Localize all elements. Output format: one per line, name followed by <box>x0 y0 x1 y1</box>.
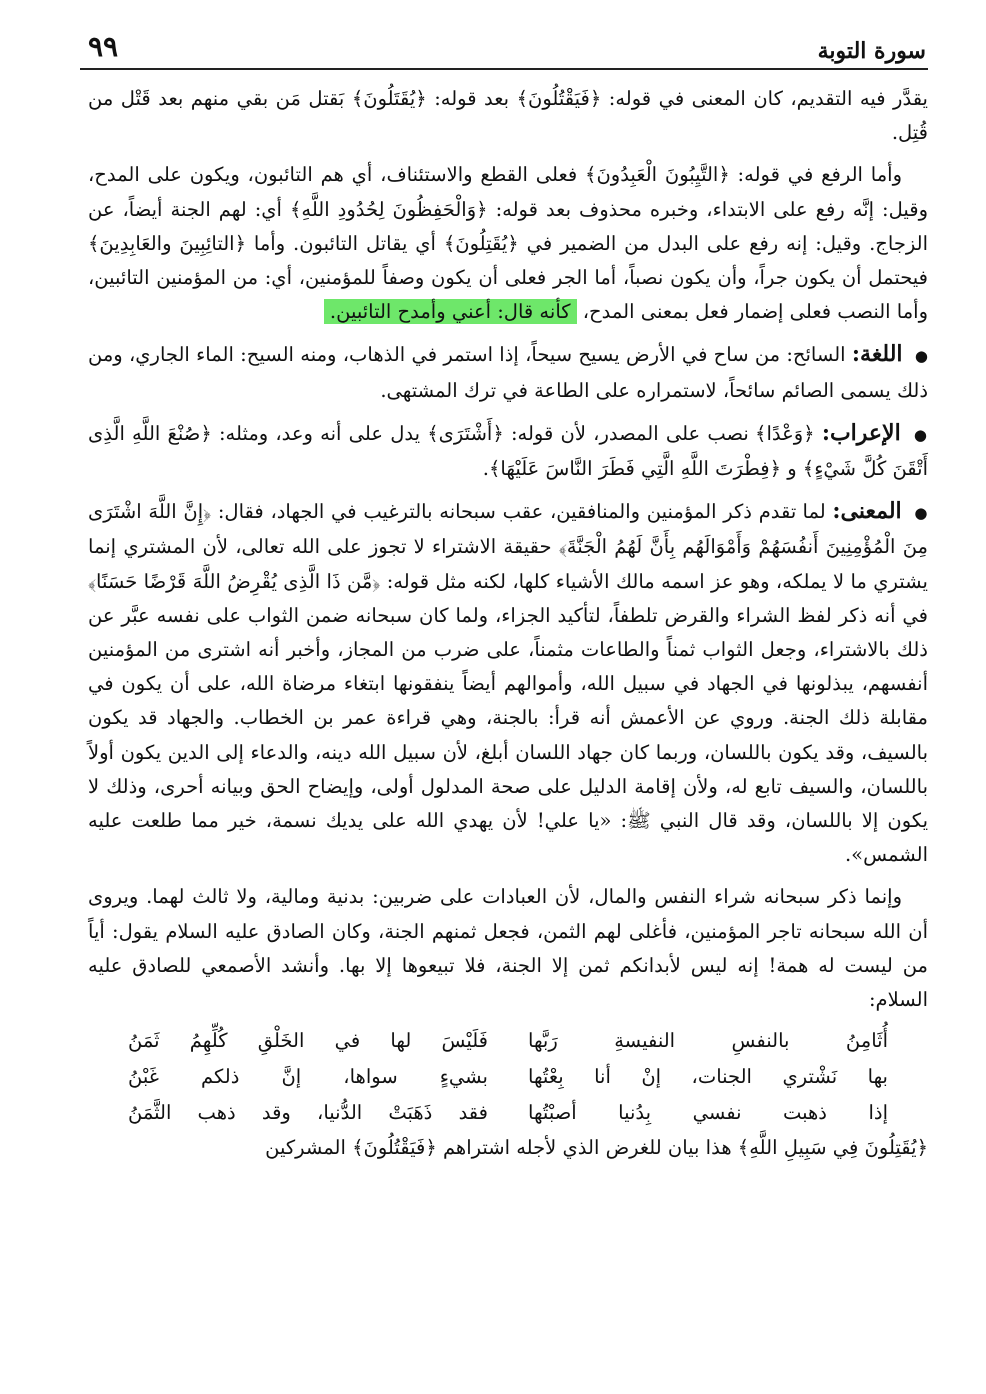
surah-title: سورة التوبة <box>817 38 926 64</box>
poem-hemistich-first: أُثَامِنُ بالنفسِ النفيسةِ رَبَّها <box>528 1029 888 1053</box>
section-text-meaning: لما تقدم ذكر المؤمنين والمنافقين، عقب سبحانه بالترغيب في الجهاد، فقال: ﴿إِنَّ اللَّهَ اشْتَرَى مِنَ الْمُؤْمِنِينَ أَنفُسَهُمْ وَأَمْوَالَهُم بِأَنَّ لَهُمُ الْجَنَّةَ﴾ حقيقة الاشتراء لا تجوز على الله تعالى، لأن المشتري إنما يشتري ما لا يملكه، وهو عز اسمه مالك الأشياء كلها، لكنه مثل قوله: ﴿مَّن ذَا الَّذِى يُقْرِضُ اللَّهَ قَرْضًا حَسَنًا﴾ في أنه ذكر لفظ الشراء والقرض تلطفاً، لتأكيد الجزاء، ولما كان سبحانه ضمن الثواب على نفسه عبَّر عن ذلك بالاشتراء، وجعل الثواب ثمناً والطاعات مثمناً، على ضرب من المجاز، وأخبر أنه اشترى من المؤمنين أنفسهم، يبذلونها في الجهاد في سبيل الله، وأموالهم أيضاً ينفقونها ابتغاء مرضاة الله، على أن يكون في مقابلة ذلك الجنة. وروي عن الأعمش أنه قرأ: بالجنة، وهي قراءة عمر بن الخطاب. والجهاد قد يكون بالسيف، وقد يكون باللسان، وربما كان جهاد اللسان أبلغ، لأن سبيل الله دينه، والدعاء إلى الدين يكون أولاً باللسان، والسيف تابع له، ولأن إقامة الدليل على صحة المدلول أولى، وإيضاح الحق وبيانه أحرى، وذلك لا يكون إلا باللسان، وقد قال النبي ﷺ: «يا علي! لأن يهدي الله على يديك نسمة، خير مما طلعت عليه الشمس». <box>88 500 928 867</box>
section-meaning <box>88 494 928 872</box>
section-label-meaning: المعنى: <box>832 498 902 525</box>
page-number: ٩٩ <box>88 30 119 63</box>
poem-hemistich-second: فقد ذَهَبَتْ الدُّنيا، وقد ذهب الثَّمَنُ <box>128 1101 488 1125</box>
paragraph-purchase: وإنما ذكر سبحانه شراء النفس والمال، لأن العبادات على ضربين: بدنية ومالية، ولا ثالث لهما. ويروى أن الله سبحانه تاجر المؤمنين، فأغلى لهم الثمن، فجعل ثمنهم الجنة، وكان الصادق عليه السلام يقول: أياً من ليست له همة! إنه ليس لأبدانكم ثمن إلا الجنة، فلا تبيعوها إلا بها. وأنشد الأصمعي للصادق عليه السلام: <box>88 885 928 1012</box>
section-label-parsing: الإعراب: <box>821 419 901 446</box>
poem-hemistich-second: بشيءٍ سواها، إنَّ ذلكم غَبْنُ <box>128 1065 488 1089</box>
paragraph-final: ﴿يُقَتِلُونَ فِي سَبِيلِ اللَّهِ﴾ هذا بيان للغرض الذي لأجله اشتراهم ﴿فَيَقْتُلُونَ﴾ المشركين <box>265 1136 928 1160</box>
poem-hemistich-second: فَلَيْسَ لها في الخَلْقِ كُلِّهِمُ ثَمَنُ <box>128 1029 488 1053</box>
bullet-icon: ● <box>914 504 929 523</box>
page-body <box>88 82 928 1165</box>
highlighted-text[interactable]: كأنه قال: أعني وأمدح التائبين. <box>324 299 577 324</box>
poem <box>88 1023 928 1131</box>
paragraph-grammar-discussion <box>88 158 928 329</box>
page-header <box>88 30 926 66</box>
bullet-icon: ● <box>913 425 928 444</box>
poem-line <box>88 1059 888 1095</box>
paragraph-continuation: يقدَّر فيه التقديم، كان المعنى في قوله: ﴿فَيَقْتُلُونَ﴾ بعد قوله: ﴿يُقَتَلُونَ﴾ بَقتل مَن بقي منهم بعد قَتْل من قُتِل. <box>88 87 928 145</box>
section-label-language: اللغة: <box>851 341 903 368</box>
section-parsing <box>88 416 928 486</box>
bullet-icon: ● <box>914 347 929 366</box>
paragraph-text: وأما الرفع في قوله: ﴿التَّيِبُونَ الْعَبِدُونَ﴾ فعلى القطع والاستئناف، أي هم التائبون، ويكون على المدح، وقيل: إنَّه رفع على الابتداء، وخبره محذوف بعد قوله: ﴿وَالْحَفِظُونَ لِحُدُودِ اللَّهِ﴾ أي: لهم الجنة أيضاً، عن الزجاج. وقيل: إنه رفع على البدل من الضمير في ﴿يُقَتِلُونَ﴾ أي يقاتل التائبون. وأما ﴿التائِبِينَ والعَابِدِينَ﴾ فيحتمل أن يكون جراً، وأن يكون نصباً، أما الجر فعلى أن يكون وصفاً للمؤمنين، أي: من المؤمنين التائبين، وأما النصب فعلى إضمار فعل بمعنى المدح، <box>88 163 928 324</box>
section-language <box>88 337 928 407</box>
poem-line <box>88 1023 888 1059</box>
section-text-language: السائح: من ساح في الأرض يسيح سيحاً، إذا استمر في الذهاب، ومنه السيح: الماء الجاري، ومن ذلك يسمى الصائم سائحاً، لاستمراره على الطاعة في ترك المشتهى. <box>88 343 928 402</box>
header-rule <box>80 68 928 70</box>
section-text-parsing: ﴿وَعْدًا﴾ نصب على المصدر، لأن قوله: ﴿أَشْتَرَى﴾ يدل على أنه وعد، ومثله: ﴿صُنْعَ اللَّهِ الَّذِى أَتْقَنَ كُلَّ شَيْءٍ﴾ و ﴿فِطْرَتَ اللَّهِ الَّتِي فَطَرَ النَّاسَ عَلَيْهَا﴾. <box>88 421 928 481</box>
poem-hemistich-first: بها نَشْتري الجنات، إنْ أنا بِعْتُها <box>528 1065 888 1089</box>
poem-line <box>88 1095 888 1131</box>
poem-hemistich-first: إذا ذهبت نفسي بِدُنيا أصبْتُها <box>528 1101 888 1125</box>
